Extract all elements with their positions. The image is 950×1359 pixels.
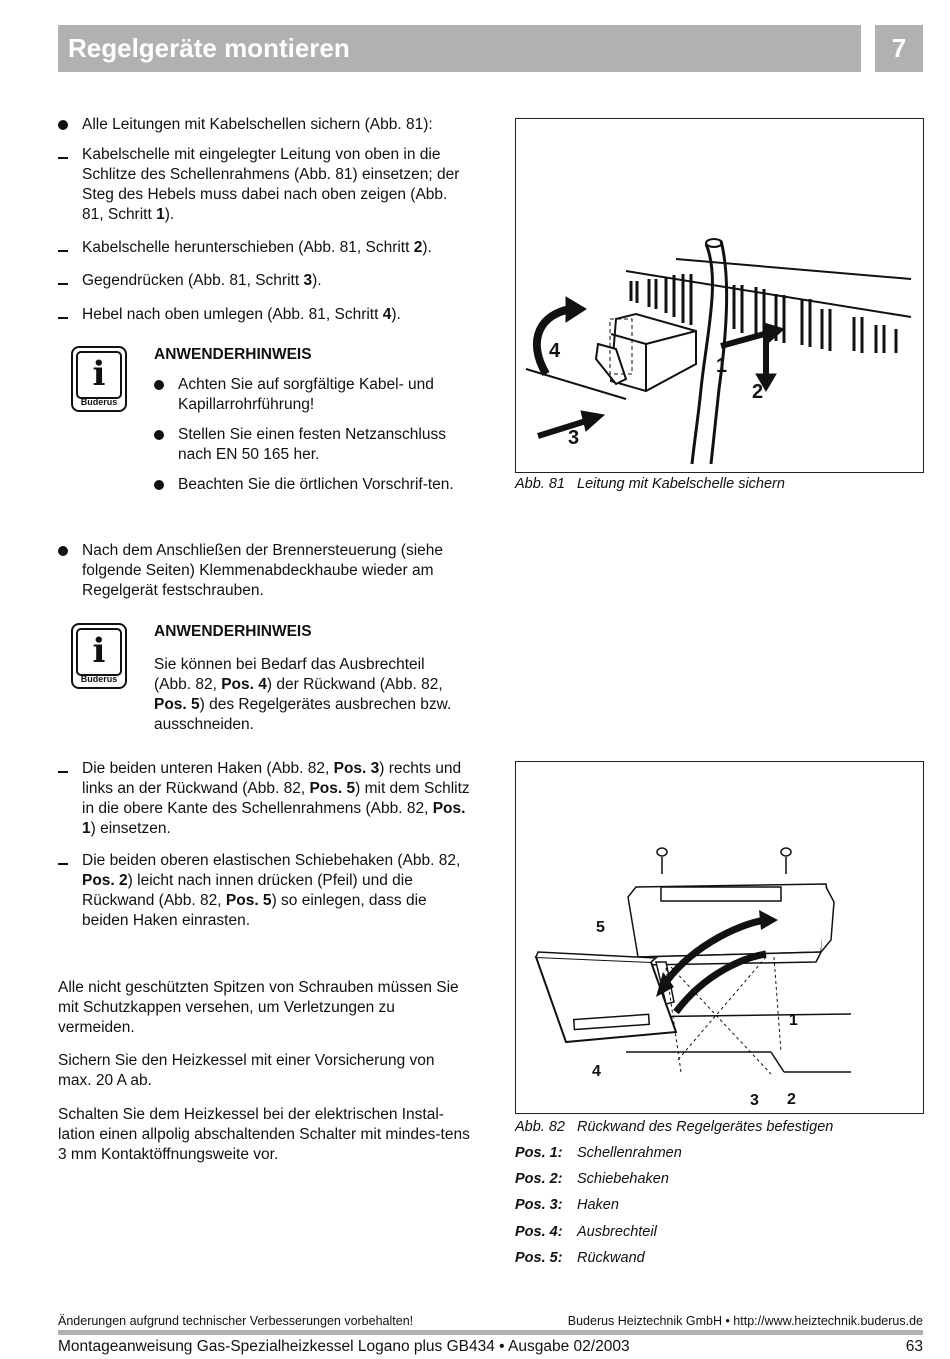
figure-81-caption: Abb. 81 Leitung mit Kabelschelle sichern [515,476,785,492]
dash-icon [58,250,68,252]
info-icon: i Buderus [71,346,127,412]
note-item: Beachten Sie die örtlichen Vorschrif-ten. [154,475,454,495]
info-icon: i Buderus [71,623,127,689]
note-heading: ANWENDERHINWEIS [154,623,312,640]
footer-rule [58,1330,923,1335]
legend-item: Pos. 1: Schellenrahmen [515,1145,682,1161]
footer-document: Montageanweisung Gas-Spezialheizkessel Logano plus GB434 • Ausgabe 02/2003 [58,1338,630,1355]
bullet-icon [154,480,164,490]
legend-item: Pos. 4: Ausbrechteil [515,1224,657,1240]
figure-81 [515,118,924,473]
dash-icon [58,283,68,285]
footer-company: Buderus Heiztechnik GmbH • http://www.heiztechnik.buderus.de [567,1314,923,1328]
figure-82-label-5: 5 [596,919,605,936]
legend-item: Pos. 5: Rückwand [515,1250,645,1266]
figure-81-label-2: 2 [752,381,764,403]
legend-item: Pos. 2: Schiebehaken [515,1171,669,1187]
paragraph-screw-caps: Alle nicht geschützten Spitzen von Schrauben müssen Sie mit Schutzkappen versehen, um Verletzungen zu vermeiden. [58,979,459,1036]
buderus-logo: Buderus [80,397,118,407]
step-dash-slide-down: Kabelschelle herunterschieben (Abb. 81, Schritt 2). [58,238,470,258]
dash-icon [58,317,68,319]
step-dash-insert: Kabelschelle mit eingelegter Leitung von oben in die Schlitze des Schellenrahmens (Abb. 81) einsetzen; der Steg des Hebels muss dabei nach oben zeigen (Abb. 81, Schritt 1). [58,145,470,225]
paragraph-fuse: Sichern Sie den Heizkessel mit einer Vorsicherung von max. 20 A ab. [58,1052,435,1089]
chapter-number: 7 [875,25,923,72]
page-title: Regelgeräte montieren [58,25,861,72]
figure-82 [515,761,924,1114]
figure-82-label-2: 2 [787,1091,796,1108]
dash-icon [58,863,68,865]
step-dash-upper-hooks: Die beiden oberen elastischen Schiebehaken (Abb. 82, Pos. 2) leicht nach innen drücken (Pfeil) und die Rückwand (Abb. 82, Pos. 5) so einlegen, dass die beiden Haken einrasten. [58,851,470,931]
figure-82-label-4: 4 [592,1063,601,1080]
bullet-icon [154,430,164,440]
footer-disclaimer: Änderungen aufgrund technischer Verbesserungen vorbehalten! [58,1314,414,1328]
paragraph-switch: Schalten Sie dem Heizkessel bei der elektrischen Instal-lation einen allpolig abschaltenden Schalter mit mindes-tens 3 mm Kontaktöffnungsweite vor. [58,1106,470,1163]
bullet-icon [58,120,68,130]
step-dash-press: Gegendrücken (Abb. 81, Schritt 3). [58,271,470,291]
buderus-logo: Buderus [80,674,118,684]
step-dash-lever: Hebel nach oben umlegen (Abb. 81, Schritt 4). [58,305,470,325]
legend-item: Pos. 3: Haken [515,1197,619,1213]
figure-81-label-1: 1 [716,355,728,377]
bullet-icon [154,380,164,390]
figure-81-label-4: 4 [549,340,561,362]
note-heading: ANWENDERHINWEIS [154,346,312,363]
step-bullet-cable-clamps: Alle Leitungen mit Kabelschellen sichern (Abb. 81): [58,115,470,135]
note-text: Sie können bei Bedarf das Ausbrechteil (Abb. 82, Pos. 4) der Rückwand (Abb. 82, Pos. 5) des Regelgerätes ausbrechen bzw. ausschneiden. [154,656,452,733]
note-item: Stellen Sie einen festen Netzanschluss nach EN 50 165 her. [154,425,464,465]
dash-icon [58,771,68,773]
note-item: Achten Sie auf sorgfältige Kabel- und Kapillarrohrführung! [154,375,464,415]
dash-icon [58,157,68,159]
step-dash-lower-hooks: Die beiden unteren Haken (Abb. 82, Pos. 3) rechts und links an der Rückwand (Abb. 82, Pos. 5) mit dem Schlitz in die obere Kante des Schellenrahmens (Abb. 82, Pos. 1) einsetzen. [58,759,470,839]
cable-clamp-illustration [516,119,923,472]
figure-82-label-3: 3 [750,1092,759,1109]
figure-82-caption: Abb. 82 Rückwand des Regelgerätes befestigen [515,1119,834,1135]
back-panel-illustration [516,762,923,1113]
bullet-icon [58,546,68,556]
figure-81-label-3: 3 [568,427,580,449]
page-number: 63 [905,1338,923,1355]
step-bullet-screw-cover: Nach dem Anschließen der Brennersteuerung (siehe folgende Seiten) Klemmenabdeckhaube wieder am Regelgerät festschrauben. [58,541,470,601]
figure-82-label-1: 1 [789,1012,798,1029]
